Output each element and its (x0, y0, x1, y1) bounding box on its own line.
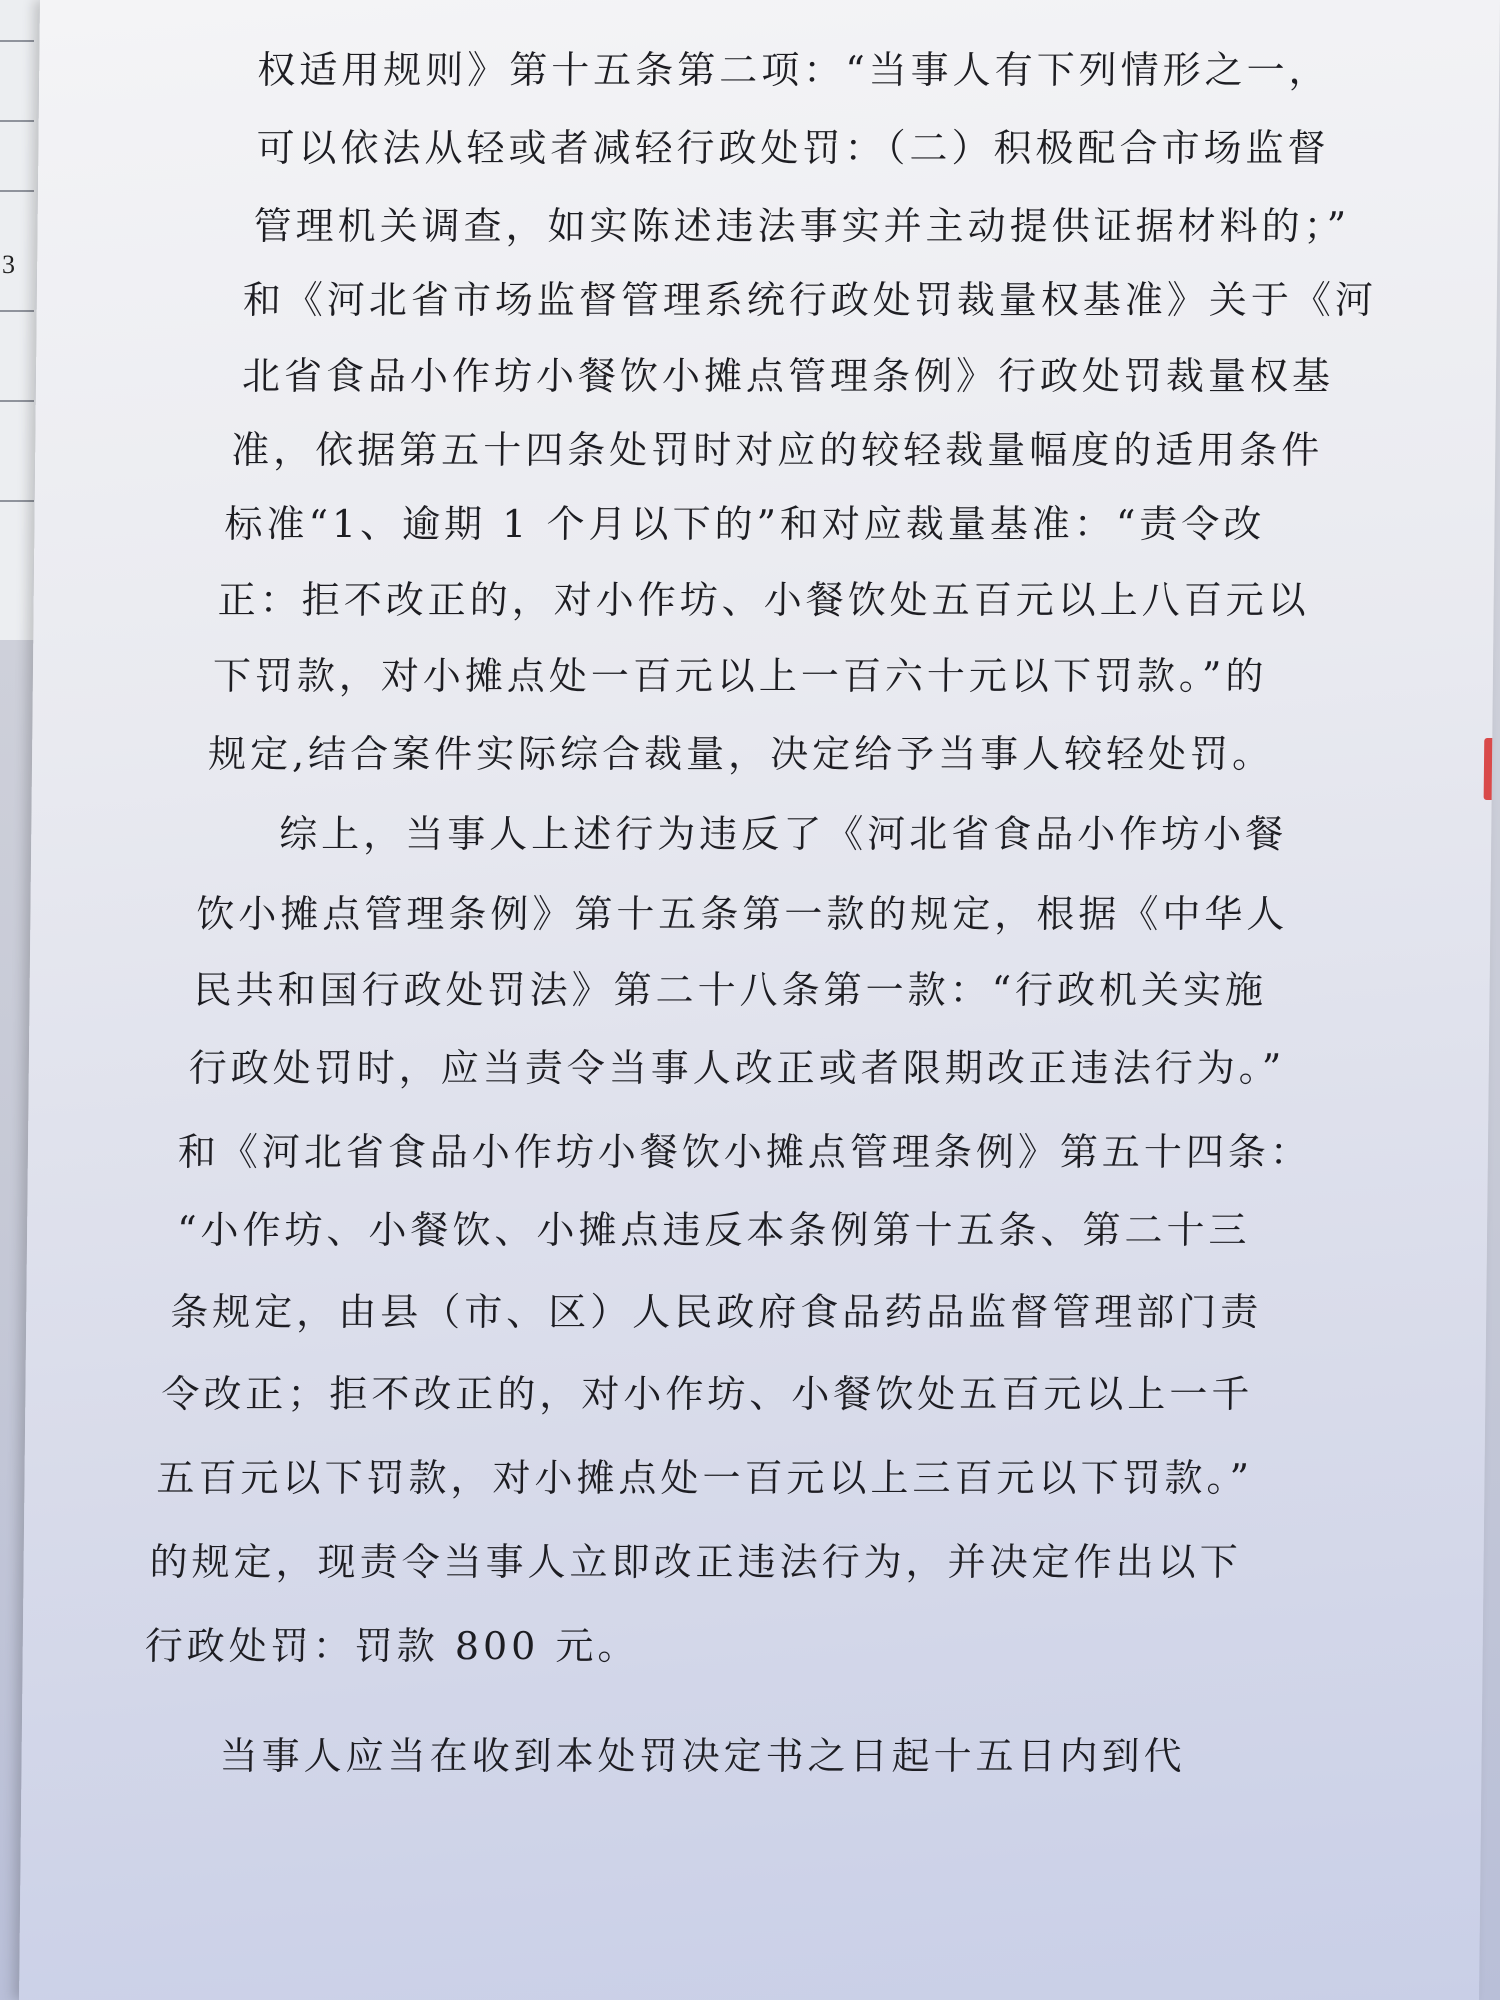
text-line: 标准“1、逾期 1 个月以下的”和对应裁量基准：“责令改 (224, 502, 1266, 546)
text-line: 五百元以下罚款，对小摊点处一百元以上三百元以下罚款。” (156, 1456, 1254, 1500)
underlying-rule (0, 500, 34, 502)
text-line: 令改正；拒不改正的，对小作坊、小餐饮处五百元以上一千 (161, 1372, 1254, 1416)
underlying-page-number: 3 (2, 250, 15, 279)
text-line: 当事人应当在收到本处罚决定书之日起十五日内到代 (219, 1734, 1186, 1778)
text-line: 北省食品小作坊小餐饮小摊点管理条例》行政处罚裁量权基 (241, 354, 1335, 398)
text-line: 和《河北省市场监督管理系统行政处罚裁量权基准》关于《河 (242, 278, 1378, 322)
text-line: 下罚款，对小摊点处一百元以上一百六十元以下罚款。”的 (212, 654, 1268, 698)
underlying-rule (0, 120, 34, 122)
text-line: 可以依法从轻或者减轻行政处罚：（二）积极配合市场监督 (256, 126, 1330, 170)
text-line: “小作坊、小餐饮、小摊点违反本条例第十五条、第二十三 (176, 1208, 1251, 1252)
text-line: 民共和国行政处罚法》第二十八条第一款：“行政机关实施 (193, 968, 1268, 1012)
text-line: 正：拒不改正的，对小作坊、小餐饮处五百元以上八百元以 (217, 578, 1310, 622)
text-line: 综上，当事人上述行为违反了《河北省食品小作坊小餐 (279, 812, 1288, 856)
text-line: 规定,结合案件实际综合裁量，决定给予当事人较轻处罚。 (207, 732, 1275, 776)
red-margin-mark (1484, 738, 1493, 800)
text-line: 权适用规则》第十五条第二项：“当事人有下列情形之一， (257, 48, 1331, 92)
underlying-rule (0, 190, 34, 192)
text-line: 饮小摊点管理条例》第十五条第一款的规定，根据《中华人 (196, 892, 1289, 936)
text-line: 和《河北省食品小作坊小餐饮小摊点管理条例》第五十四条： (177, 1130, 1313, 1174)
text-line: 行政处罚时，应当责令当事人改正或者限期改正违法行为。” (188, 1046, 1286, 1090)
text-line: 准，依据第五十四条处罚时对应的较轻裁量幅度的适用条件 (231, 428, 1324, 472)
text-line: 的规定，现责令当事人立即改正违法行为，并决定作出以下 (149, 1540, 1242, 1584)
text-line: 行政处罚：罚款 800 元。 (144, 1624, 640, 1668)
underlying-rule (0, 40, 34, 42)
text-line: 条规定，由县（市、区）人民政府食品药品监督管理部门责 (170, 1290, 1263, 1334)
document-page (19, 0, 1500, 2000)
underlying-rule (0, 400, 34, 402)
underlying-rule (0, 310, 34, 312)
text-line: 管理机关调查，如实陈述违法事实并主动提供证据材料的；” (253, 204, 1351, 248)
